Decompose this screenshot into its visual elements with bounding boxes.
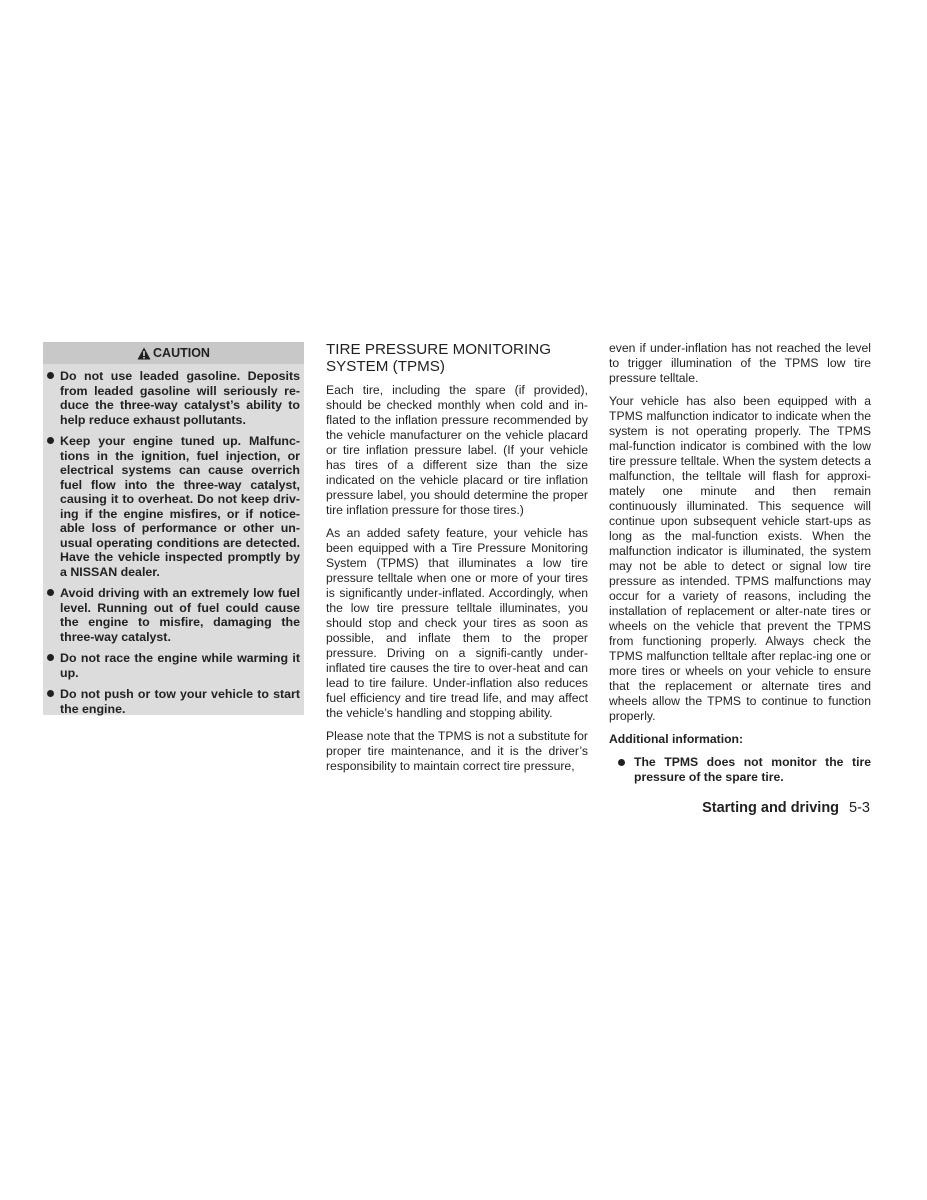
warning-icon: [137, 347, 151, 360]
caution-item: [47, 586, 300, 644]
caution-box: [43, 342, 304, 715]
caution-item-text: Keep your engine tuned up. Malfunc-tions in the ignition, fuel injection, or electrical systems can cause overrich fuel flow into the three-way catalyst, causing it to overheat. Do not keep driv-ing if the engine misfires, or if notice-able loss of performance or other un-usual operating conditions are detected. Have the vehicle inspected promptly by a NISSAN dealer.: [60, 434, 300, 579]
page-number: 5-3: [849, 800, 870, 816]
middle-column: [326, 341, 588, 782]
paragraph: Please note that the TPMS is not a substitute for proper tire maintenance, and it is the driver’s responsibility to maintain correct tire pressure,: [326, 729, 588, 773]
subheading: Additional information:: [609, 732, 744, 746]
info-list: [609, 755, 871, 785]
caution-item-text: Avoid driving with an extremely low fuel level. Running out of fuel could cause the engine to misfire, damaging the three-way catalyst.: [60, 586, 300, 644]
bullet-icon: [47, 589, 54, 596]
caution-title: CAUTION: [153, 346, 210, 360]
bullet-icon: [47, 690, 54, 697]
bullet-icon: [47, 437, 54, 444]
caution-item-text: Do not use leaded gasoline. Deposits from leaded gasoline will seriously re-duce the three-way catalyst’s ability to help reduce exhaust pollutants.: [60, 369, 300, 427]
right-column: [609, 341, 871, 785]
caution-item-text: Do not race the engine while warming it up.: [60, 651, 300, 680]
caution-item: [47, 687, 300, 716]
paragraph: even if under-inflation has not reached the level to trigger illumination of the TPMS low tire pressure telltale.: [609, 341, 871, 385]
caution-item: [47, 369, 300, 427]
page-footer: [702, 800, 870, 816]
caution-list: [43, 364, 304, 716]
list-item-text: The TPMS does not monitor the tire pressure of the spare tire.: [634, 755, 871, 784]
section-heading: TIRE PRESSURE MONITORING SYSTEM (TPMS): [326, 341, 552, 375]
paragraph: Each tire, including the spare (if provided), should be checked monthly when cold and in-flated to the inflation pressure recommended by the vehicle manufacturer on the vehicle placard or tire inflation pressure label. (If your vehicle has tires of a different size than the size indicated on the vehicle placard or tire inflation pressure label, you should determine the proper tire inflation pressure for those tires.): [326, 383, 588, 517]
bullet-icon: [47, 654, 54, 661]
bullet-icon: [618, 759, 625, 766]
footer-section-title: Starting and driving: [702, 800, 840, 816]
caution-item: [47, 651, 300, 680]
paragraph: As an added safety feature, your vehicle has been equipped with a Tire Pressure Monitoring System (TPMS) that illuminates a low tire pressure telltale when one or more of your tires is significantly under-inflated. Accordingly, when the low tire pressure telltale illuminates, you should stop and check your tires as soon as possible, and inflate them to the proper pressure. Driving on a signifi-cantly under-inflated tire causes the tire to over-heat and can lead to tire failure. Under-inflation also reduces fuel efficiency and tire tread life, and may affect the vehicle’s handling and stopping ability.: [326, 526, 588, 720]
caution-item-text: Do not push or tow your vehicle to start the engine.: [60, 687, 300, 716]
caution-header: [43, 342, 304, 364]
caution-item: [47, 434, 300, 579]
list-item: [609, 755, 871, 785]
bullet-icon: [47, 372, 54, 379]
paragraph: Your vehicle has also been equipped with a TPMS malfunction indicator to indicate when the system is not operating properly. The TPMS mal-function indicator is combined with the low tire pressure telltale. When the system detects a malfunction, the telltale will flash for approxi-mately one minute and then remain continuously illuminated. This sequence will continue upon subsequent vehicle start-ups as long as the mal-function exists. When the malfunction indicator is illuminated, the system may not be able to detect or signal low tire pressure as intended. TPMS malfunctions may occur for a variety of reasons, including the installation of replacement or alter-nate tires or wheels on the vehicle that prevent the TPMS from functioning properly. Always check the TPMS malfunction telltale after replac-ing one or more tires or wheels on your vehicle to ensure that the replacement or alternate tires and wheels allow the TPMS to continue to function properly.: [609, 394, 871, 723]
